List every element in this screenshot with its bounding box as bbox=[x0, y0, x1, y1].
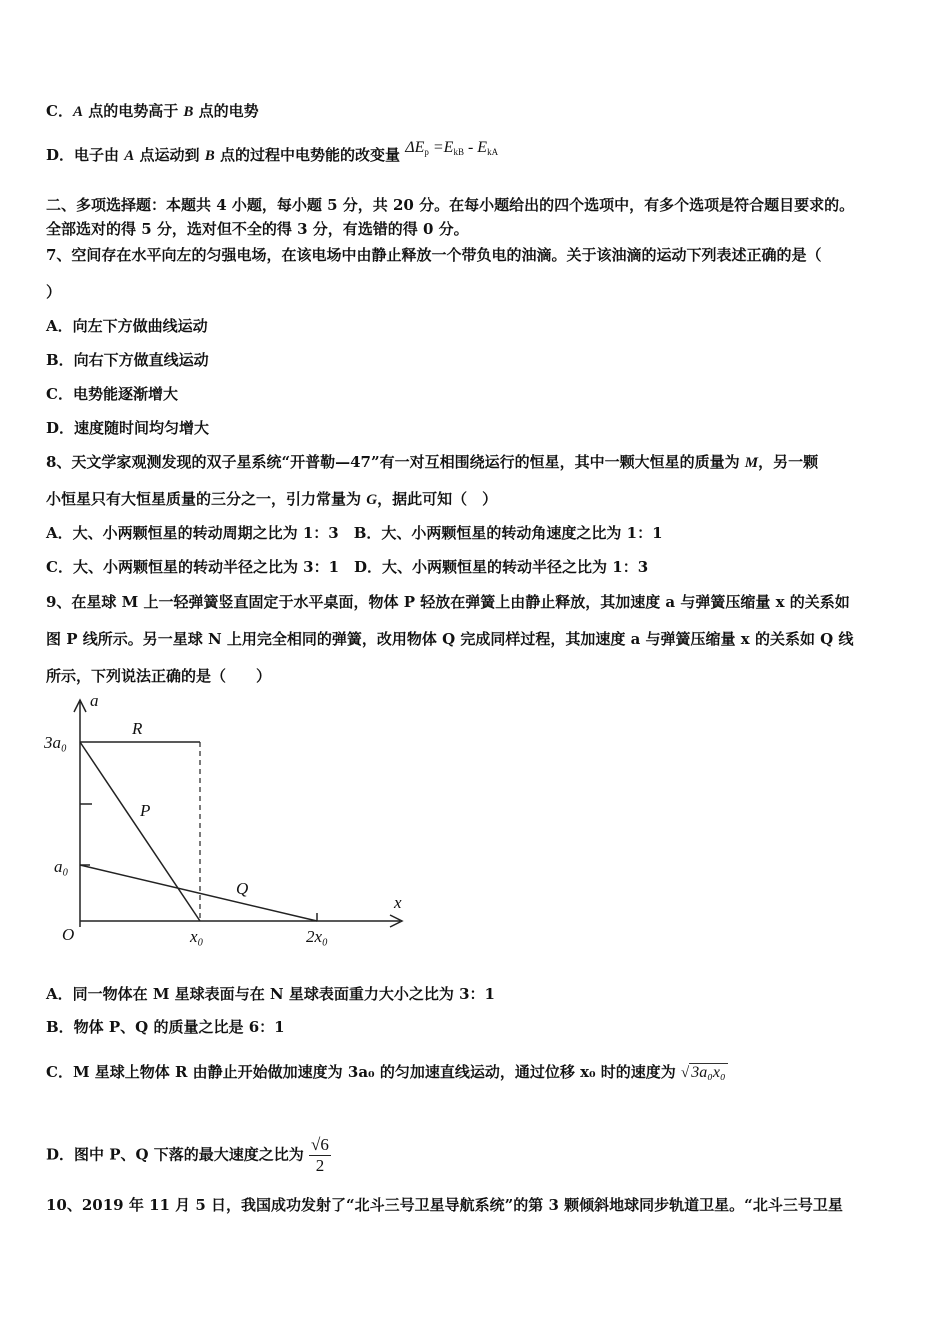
x-tick-x0-label: x₀ bbox=[190, 927, 204, 946]
q7-option-a: A．向左下方做曲线运动 bbox=[46, 317, 208, 335]
energy-formula: $\Delta E_p =E_{kB} - E_{kA}$ bbox=[405, 139, 499, 157]
axis-x-label: x bbox=[394, 893, 402, 912]
axis-y-label: a bbox=[90, 691, 99, 710]
q7-option-d: D．速度随时间均匀增大 bbox=[46, 419, 210, 437]
q8-stem-2: 小恒星只有大恒星质量的三分之一，引力常量为 G，据此可知（ ） bbox=[46, 490, 498, 508]
x-tick-2x0-label: 2x₀ bbox=[306, 927, 328, 946]
line-Q bbox=[80, 865, 317, 921]
q9-stem-1: 9、在星球 M 上一轻弹簧竖直固定于水平桌面，物体 P 轻放在弹簧上由静止释放，其加速度 a 与弹簧压缩量 x 的关系如 bbox=[46, 593, 850, 611]
q9-option-d: D．图中 P、Q 下落的最大速度之比为 $\frac{√6}{2}$ bbox=[46, 1135, 329, 1175]
q9-option-b: B．物体 P、Q 的质量之比是 6：1 bbox=[46, 1018, 285, 1036]
q9-stem-2: 图 P 线所示。另一星球 N 上用完全相同的弹簧，改用物体 Q 完成同样过程，其加速度 a 与弹簧压缩量 x 的关系如 Q 线 bbox=[46, 630, 854, 648]
q7-stem-2: ） bbox=[46, 283, 62, 301]
q9-stem-3: 所示，下列说法正确的是（ ） bbox=[46, 667, 272, 685]
line-P bbox=[80, 742, 200, 921]
q9-option-a: A．同一物体在 M 星球表面与在 N 星球表面重力大小之比为 3：1 bbox=[46, 985, 495, 1003]
y-tick-3a0-label: 3a₀ bbox=[44, 733, 67, 752]
option-c-prev: C．A 点的电势高于 B 点的电势 bbox=[46, 102, 259, 120]
q7-option-c: C．电势能逐渐增大 bbox=[46, 385, 178, 403]
line-Q-label: Q bbox=[236, 879, 249, 898]
q8-stem-1: 8、天文学家观测发现的双子星系统“开普勒—47”有一对互相围绕运行的恒星，其中一颗大恒星的质量为 M，另一颗 bbox=[46, 453, 819, 471]
q7-stem-1: 7、空间存在水平向左的匀强电场，在该电场中由静止释放一个带负电的油滴。关于该油滴的运动下列表述正确的是（ bbox=[46, 246, 822, 264]
line-P-label: P bbox=[140, 801, 151, 820]
acceleration-compression-graph bbox=[40, 690, 420, 950]
section-title-1: 二、多项选择题：本题共 4 小题，每小题 5 分，共 20 分。在每小题给出的四个选项中，有多个选项是符合题目要求的。 bbox=[46, 196, 855, 214]
ratio-fraction: $\frac{√6}{2}$ bbox=[311, 1135, 329, 1175]
origin-label: O bbox=[62, 925, 75, 944]
q7-option-b: B．向右下方做直线运动 bbox=[46, 351, 209, 369]
q8-options-cd: C．大、小两颗恒星的转动半径之比为 3：1 D．大、小两颗恒星的转动半径之比为 1：3 bbox=[46, 558, 649, 576]
sqrt-expression: √ 3a₀x₀ bbox=[681, 1064, 726, 1081]
section-title-2: 全部选对的得 5 分，选对但不全的得 3 分，有选错的得 0 分。 bbox=[46, 220, 469, 238]
y-tick-a0-label: a₀ bbox=[54, 857, 69, 876]
option-d-prev: D．电子由 A 点运动到 B 点的过程中电势能的改变量 $\Delta E_p =E_{kB} - E_{kA}$ bbox=[46, 139, 499, 164]
q8-options-ab: A．大、小两颗恒星的转动周期之比为 1：3 B．大、小两颗恒星的转动角速度之比为 1：1 bbox=[46, 524, 663, 542]
q9-option-c: C．M 星球上物体 R 由静止开始做加速度为 3a₀ 的匀加速直线运动，通过位移 x₀ 时的速度为 √ 3a₀x₀ bbox=[46, 1063, 726, 1081]
q10-stem: 10、2019 年 11 月 5 日，我国成功发射了“北斗三号卫星导航系统”的第 3 颗倾斜地球同步轨道卫星。“北斗三号卫星 bbox=[46, 1196, 843, 1214]
line-R-label: R bbox=[132, 719, 143, 738]
